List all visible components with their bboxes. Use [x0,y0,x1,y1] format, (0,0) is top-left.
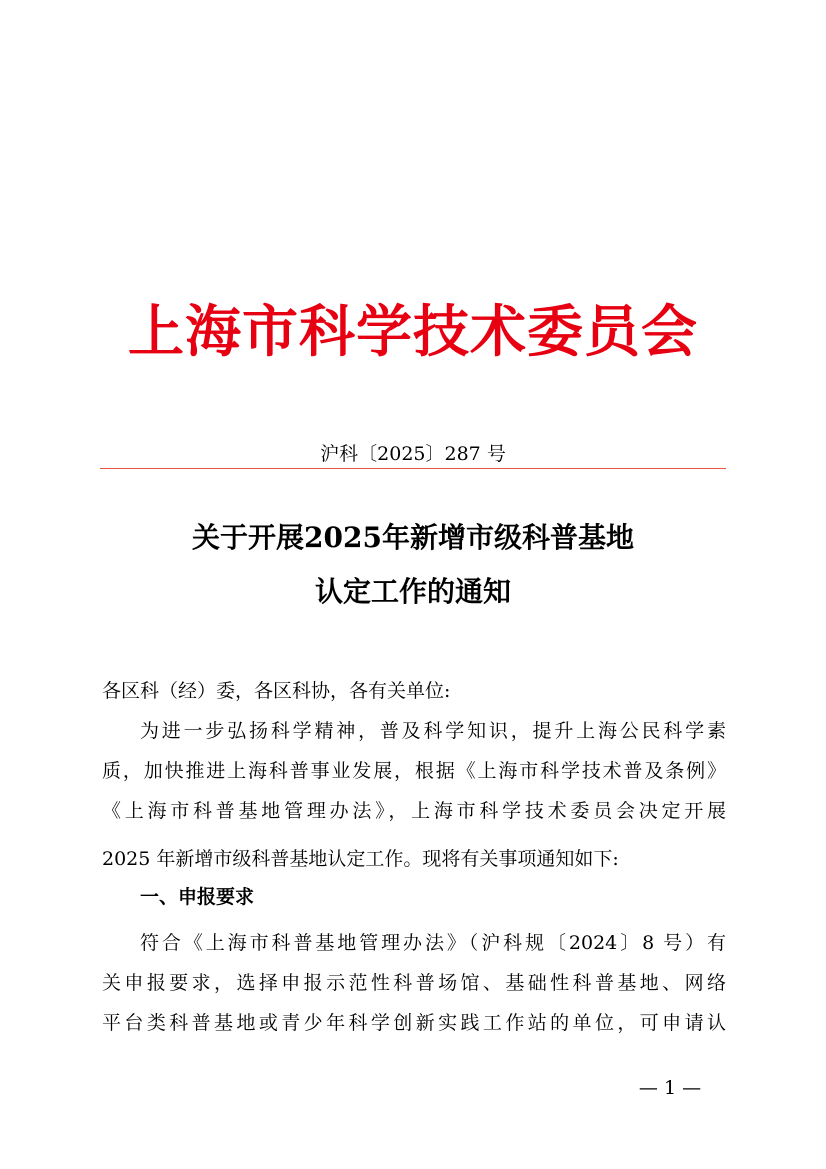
section-heading: 一、申报要求 [140,886,255,908]
salutation: 各区科（经）委，各区科协，各有关单位: [102,680,451,702]
document-title-line-1: 关于开展2025年新增市级科普基地 [192,521,634,554]
issuing-organization-header: 上海市科学技术委员会 [128,299,698,365]
red-separator-rule [100,468,726,469]
section-paragraph-line: 平台类科普基地或青少年科学创新实践工作站的单位，可申请认 [102,1012,726,1034]
intro-paragraph-line: 质，加快推进上海科普事业发展，根据《上海市科学技术普及条例》 [102,760,726,782]
intro-paragraph-line: 为进一步弘扬科学精神，普及科学知识，提升上海公民科学素 [140,720,726,742]
page-number: — 1 — [638,1077,702,1099]
intro-paragraph-line: 《上海市科普基地管理办法》，上海市科学技术委员会决定开展 [102,800,726,822]
document-number: 沪科〔2025〕287 号 [320,443,506,465]
section-paragraph-line: 符合《上海市科普基地管理办法》（沪科规〔2024〕8 号）有 [140,932,726,954]
intro-paragraph-line: 2025 年新增市级科普基地认定工作。现将有关事项通知如下: [102,848,619,870]
section-paragraph-line: 关申报要求，选择申报示范性科普场馆、基础性科普基地、网络 [102,972,726,994]
document-title-line-2: 认定工作的通知 [314,575,511,608]
